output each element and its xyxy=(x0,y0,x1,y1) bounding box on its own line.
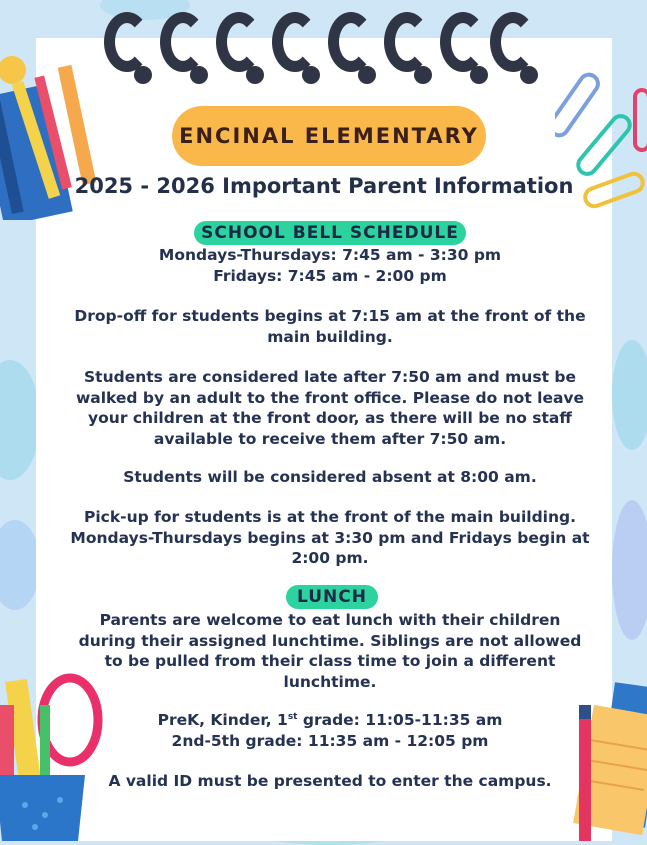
friday-hours: Fridays: 7:45 am - 2:00 pm xyxy=(213,266,447,285)
bell-schedule-times xyxy=(70,245,590,286)
bg-squiggle xyxy=(612,340,647,450)
bg-squiggle xyxy=(0,360,40,480)
upper-grade-lunch-time: 2nd-5th grade: 11:35 am - 12:05 pm xyxy=(171,731,489,750)
id-notice: A valid ID must be presented to enter the campus. xyxy=(108,772,552,790)
pickup-paragraph: Pick-up for students is at the front of the main building. Mondays-Thursdays begins at 3:30 pm and Fridays begin at 2:00 pm. xyxy=(70,508,590,567)
late-policy-paragraph: Students are considered late after 7:50 am and must be walked by an adult to the front office. Please do not leave your children at the front door, as there will be no staff available to receive them after 7:50 am. xyxy=(75,368,585,448)
dropoff-paragraph: Drop-off for students begins at 7:15 am at the front of the main building. xyxy=(74,307,586,346)
bell-schedule-heading: SCHOOL BELL SCHEDULE xyxy=(194,221,466,245)
mon-thu-hours: Mondays-Thursdays: 7:45 am - 3:30 pm xyxy=(158,246,502,264)
school-name: ENCINAL ELEMENTARY xyxy=(179,124,479,148)
lunch-times xyxy=(70,710,590,751)
absent-paragraph: Students will be considered absent at 8:00 am. xyxy=(123,468,537,486)
page-title: 2025 - 2026 Important Parent Information xyxy=(74,174,574,198)
bg-squiggle xyxy=(0,520,40,610)
notepad-illustration xyxy=(565,680,647,841)
lunch-heading: LUNCH xyxy=(286,585,378,609)
prek-lunch-time: PreK, Kinder, 1st grade: 11:05-11:35 am xyxy=(157,711,503,729)
school-name-badge xyxy=(172,106,486,166)
bg-squiggle xyxy=(612,500,647,640)
lunch-parents-paragraph: Parents are welcome to eat lunch with their children during their assigned lunchtime. Siblings are not allowed to be pulled from their class time to join a different lunchtime. xyxy=(78,611,582,691)
